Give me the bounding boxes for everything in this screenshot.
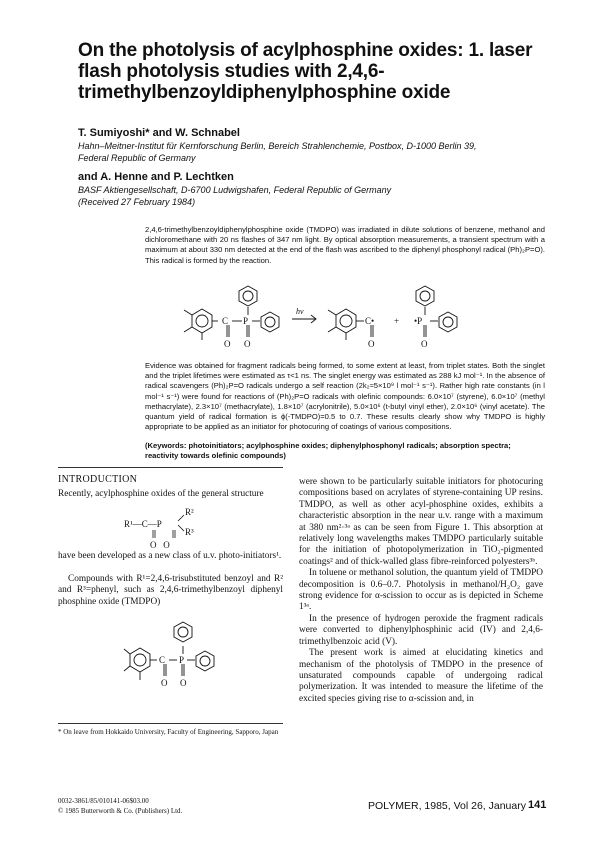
- authors-line-1: T. Sumiyoshi* and W. Schnabel: [78, 127, 240, 139]
- scheme-oxygen-label-4: O: [421, 339, 428, 349]
- scheme-phosphorus-label: P: [243, 316, 249, 326]
- general-structure-diagram: [120, 505, 210, 551]
- section-heading-introduction: INTRODUCTION: [58, 474, 138, 485]
- general-r3-label: R³: [185, 527, 194, 537]
- tmdpo-oxygen-label-1: O: [161, 678, 168, 688]
- copyright-notice: © 1985 Butterworth & Co. (Publishers) Ltd.: [58, 807, 183, 815]
- affiliation-2: BASF Aktiengesellschaft, D-6700 Ludwigshafen, Federal Republic of Germany: [78, 185, 392, 195]
- left-paragraph-3: Compounds with R¹=2,4,6-trisubstituted benzoyl and R² and R³=phenyl, such as 2,4,6-trimethylbenzoyl diphenyl phosphine oxide (TMDPO): [58, 574, 283, 607]
- right-paragraph-4: The present work is aimed at elucidating kinetics and mechanism of the photolysis of TMDPO in the presence of unsaturated compounds capable of undergoing radical polymerization. It was intended to measure the lifetime of the excited species giving rise to α-scission and, in: [299, 648, 543, 704]
- tmdpo-phenyl-ring-right: [196, 651, 214, 671]
- scheme-phosphorus-radical-label: •P: [414, 316, 423, 326]
- received-date: (Received 27 February 1984): [78, 197, 196, 207]
- scheme-oxygen-label-3: O: [368, 339, 375, 349]
- tmdpo-oxygen-label-2: O: [180, 678, 187, 688]
- footnote: * On leave from Hokkaido University, Faculty of Engineering, Sapporo, Japan: [58, 728, 279, 736]
- general-r2-label: R²: [185, 507, 194, 517]
- paper-title: On the photolysis of acylphosphine oxides: 1. laser flash photolysis studies with 2,4,6-trimethylbenzoyldiphenylphosphine oxide: [78, 40, 533, 103]
- phenyl-ring-top-right: [416, 286, 434, 306]
- phenyl-ring-right-right: [439, 312, 457, 332]
- right-column-text: [299, 477, 543, 705]
- scheme-carbon-radical-label: C•: [365, 316, 375, 326]
- scheme-hv-label: hν: [296, 307, 304, 316]
- phenyl-ring-right-left: [261, 312, 279, 332]
- keywords: (Keywords: photoinitiators; acylphosphine oxides; diphenylphosphonyl radicals; absorption spectra; reactivity towards olefinic compounds): [145, 441, 511, 461]
- copyright-code: 0032-3861/85/010141-06$03.00: [58, 797, 149, 805]
- right-paragraph-2: In toluene or methanol solution, the quantum yield of TMDPO decomposition is 0.6–0.7. Photolysis in methanol/H₂O₂ gave strong evidence for α-scission to occur as is depicted in Scheme 1³ᵃ.: [299, 568, 543, 613]
- scheme-oxygen-label-2: O: [244, 339, 251, 349]
- tmdpo-phenyl-ring-top: [174, 622, 192, 642]
- left-column-rule: [58, 467, 283, 468]
- affiliation-1: Hahn–Meitner-Institut für Kernforschung Berlin, Bereich Strahlenchemie, Postbox, D-1000 Berlin 39, Federal Republic of Germany: [78, 141, 477, 163]
- scheme-plus-sign: +: [394, 316, 400, 326]
- right-paragraph-1: were shown to be particularly suitable initiators for photocuring compositions based on acrylates of styrene-containing UP resins. TMDPO, as well as other acyl-phosphine oxides, exhibits a characteristic absorption in the near u.v. range with a maximum at 380 nm²·³ᵃ as can be seen from Figure 1. This absorption at relatively long wavelengths makes TMDPO particularly suitable for the initiation of photopolymerization in TiO₂-pigmented coatings² and of thick-walled glass fibre-reinforced polyesters³ᵇ.: [299, 477, 543, 567]
- scheme-carbon-label: C: [222, 316, 229, 326]
- page-number: 141: [528, 799, 547, 811]
- left-paragraph-2: have been developed as a new class of u.v. photo-initiators¹.: [58, 551, 282, 561]
- authors-line-2: and A. Henne and P. Lechtken: [78, 171, 234, 183]
- phenyl-ring-top-left: [239, 286, 257, 306]
- right-paragraph-3: In the presence of hydrogen peroxide the fragment radicals were converted to diphenylphosphinic acid (IV) and 2,4,6-trimethylbenzoic acid (V).: [299, 613, 543, 647]
- general-r1-label: R¹—C—P: [124, 519, 162, 529]
- tmdpo-carbon-label: C: [159, 655, 166, 665]
- tmdpo-phosphorus-label: P: [179, 655, 185, 665]
- mesityl-ring-right: [336, 309, 356, 333]
- scheme-oxygen-label-1: O: [224, 339, 231, 349]
- tmdpo-mesityl-ring: [130, 648, 150, 672]
- tmdpo-structure-diagram: [118, 614, 228, 692]
- reaction-scheme: [160, 282, 500, 350]
- left-paragraph-1: Recently, acylphosphine oxides of the general structure: [58, 489, 264, 499]
- mesityl-ring-left: [192, 309, 212, 333]
- general-oxygen-labels: O O: [150, 540, 170, 550]
- abstract-paragraph-1: 2,4,6-trimethylbenzoyldiphenylphosphine oxide (TMDPO) was irradiated in dilute solutions of benzene, methanol and dichloromethane with 20 ns flashes of 347 nm light. By optical absorption measurements, a transient spectrum with a maximum at about 330 nm detected at the end of the flash was ascribed to the diphenyl phosphonyl radical (Ph)₂P=O). This radical is formed by the reaction.: [145, 225, 545, 265]
- journal-citation: POLYMER, 1985, Vol 26, January: [368, 800, 526, 812]
- abstract-paragraph-2: Evidence was obtained for fragment radicals being formed, to some extent at least, from triplet states. Both the singlet and the triplet lifetimes were estimated as τ<1 ns. The singlet energy was estimated as 288 kJ mol⁻¹. In the absence of radical scavengers (Ph)₂P=O radicals undergo a self reaction (2k₂≈5×10⁹ l mol⁻¹ s⁻¹). Rather high rate constants (in l mol⁻¹ s⁻¹) were found for reactions of (Ph)₂P=O radicals with olefinic compounds: 6.0×10⁷ (styrene), 6.0×10⁷ (methyl methacrylate), 2.3×10⁷ (methacrylate), 1.8×10⁷ (acrylonitrile), 5.0×10⁶ (t-butyl vinyl ether), 2.0×10⁶ (vinyl acetate). The quantum yield of radical formation is ϕ(-TMDPO)=0.5 to 0.7. These results clearly show why TMDPO is highly appropriate to be applied as an initiator for photocuring of coatings of various compositions.: [145, 361, 545, 432]
- footnote-rule: [58, 723, 283, 724]
